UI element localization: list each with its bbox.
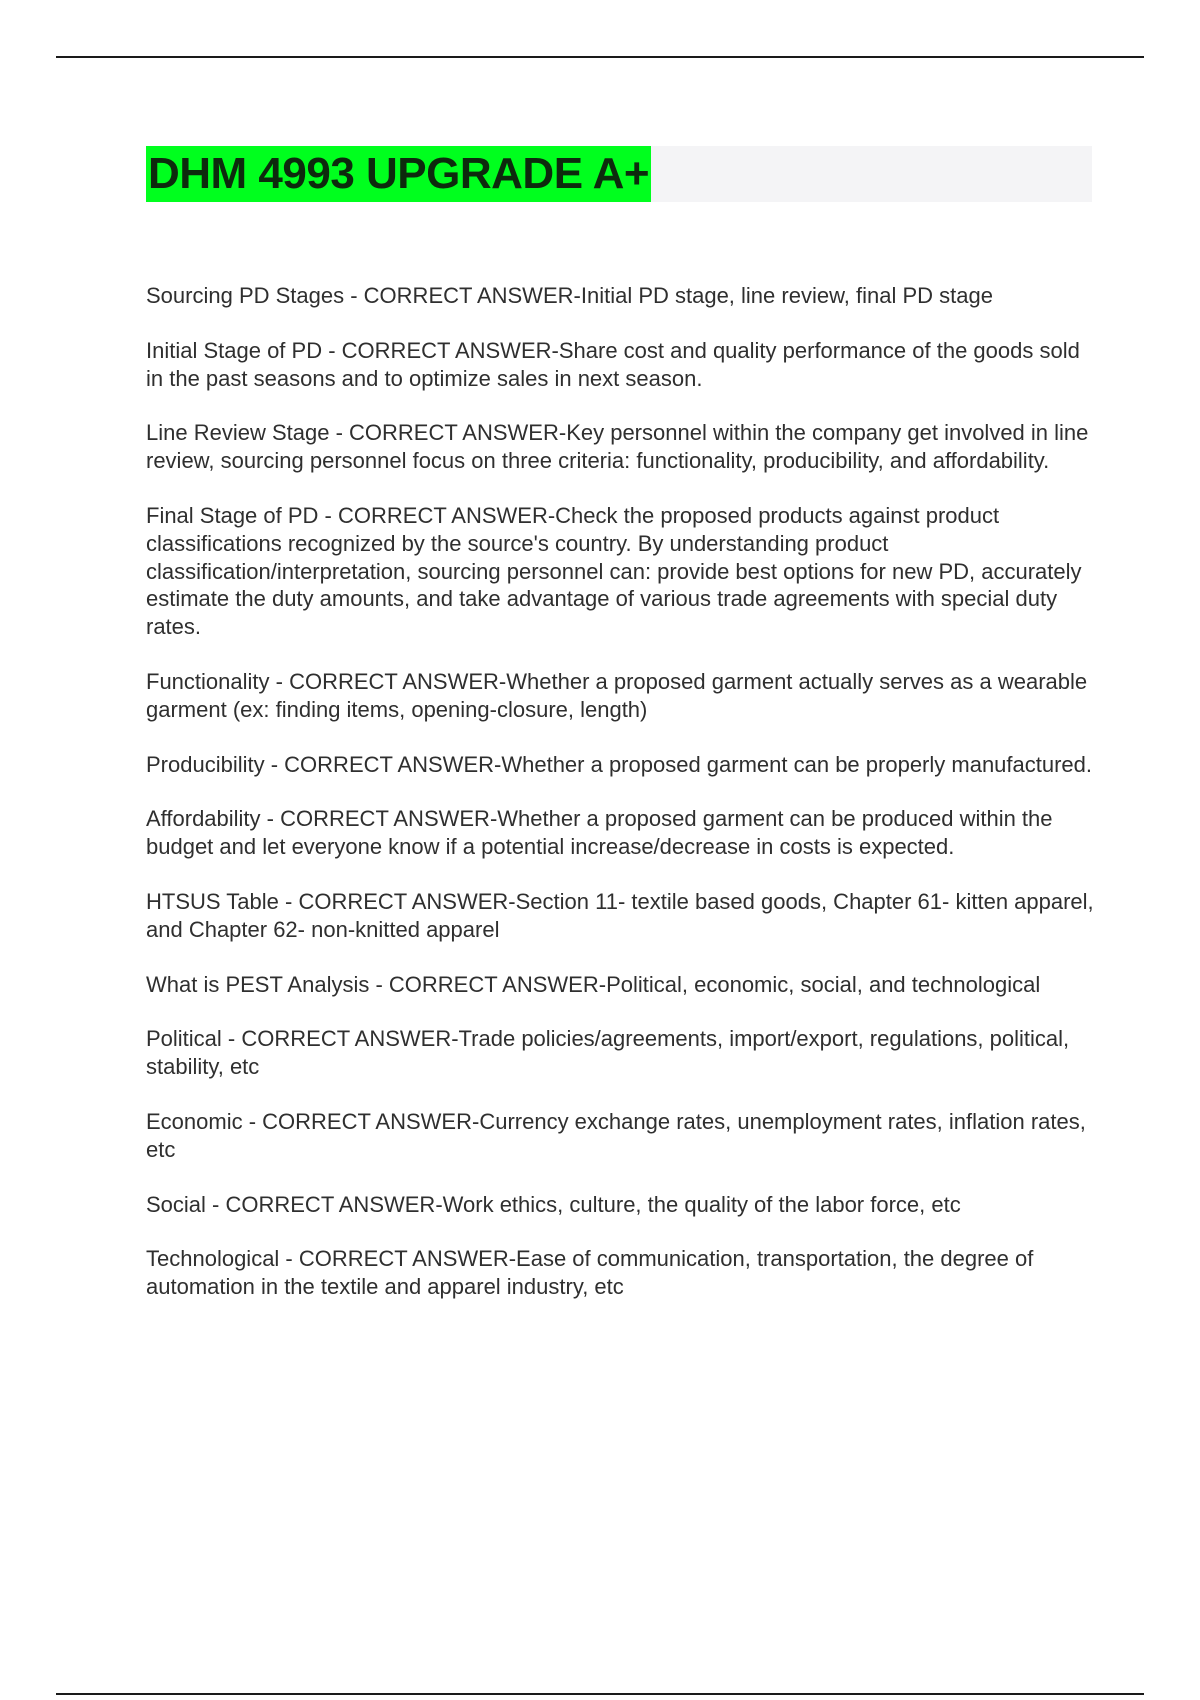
- qa-answer: Key personnel within the company get involved in line review, sourcing personnel focus on three criteria: functionality, producibility, and affordability.: [146, 420, 1089, 474]
- qa-answer-marker: CORRECT ANSWER-: [298, 888, 516, 914]
- qa-answer: Whether a proposed garment can be properly manufactured.: [501, 751, 1093, 777]
- bottom-divider: [56, 1693, 1144, 1695]
- qa-separator: -: [242, 1108, 263, 1134]
- qa-list: [146, 282, 1096, 1328]
- qa-answer: Check the proposed products against product classifications recognized by the source's country. By understanding product classification/interpretation, sourcing personnel can: provide best options for new PD, accurately estimate the duty amounts, and take advantage of various trade agreements with special duty rates.: [146, 502, 1082, 640]
- qa-term: Line Review Stage: [146, 420, 330, 446]
- qa-answer: Work ethics, culture, the quality of the labor force, etc: [442, 1191, 961, 1217]
- qa-entry: [146, 337, 1096, 393]
- qa-entry: [146, 888, 1096, 944]
- qa-separator: -: [318, 502, 338, 528]
- qa-entry: [146, 419, 1096, 475]
- qa-entry: [146, 1191, 1096, 1219]
- qa-answer: Ease of communication, transportation, the degree of automation in the textile and apparel industry, etc: [146, 1246, 1034, 1300]
- qa-term: Final Stage of PD: [146, 502, 319, 528]
- qa-term: What is PEST Analysis: [146, 971, 370, 997]
- qa-answer-marker: CORRECT ANSWER-: [280, 806, 498, 832]
- qa-answer-marker: CORRECT ANSWER-: [341, 337, 559, 363]
- qa-answer-marker: CORRECT ANSWER-: [225, 1191, 443, 1217]
- qa-term: Sourcing PD Stages: [146, 283, 345, 308]
- qa-separator: -: [264, 751, 285, 777]
- qa-term: Social: [146, 1191, 206, 1217]
- qa-separator: -: [260, 806, 281, 832]
- qa-answer: Trade policies/agreements, import/export, regulations, political, stability, etc: [146, 1026, 1070, 1080]
- qa-term: Technological: [146, 1246, 280, 1272]
- qa-separator: -: [369, 971, 389, 997]
- qa-separator: -: [329, 420, 350, 446]
- qa-answer: Whether a proposed garment can be produced within the budget and let everyone know if a potential increase/decrease in costs is expected.: [146, 806, 1053, 860]
- top-divider: [56, 56, 1144, 58]
- qa-entry: [146, 668, 1096, 724]
- qa-separator: -: [279, 1246, 299, 1272]
- qa-term: Political: [146, 1026, 222, 1052]
- qa-answer: Initial PD stage, line review, final PD stage: [580, 283, 993, 308]
- qa-entry: [146, 1108, 1096, 1164]
- qa-term: Functionality: [146, 668, 270, 694]
- qa-answer-marker: CORRECT ANSWER-: [284, 751, 502, 777]
- qa-separator: -: [221, 1026, 242, 1052]
- qa-entry: [146, 751, 1096, 779]
- qa-answer-marker: CORRECT ANSWER-: [349, 420, 567, 446]
- qa-separator: -: [344, 283, 364, 308]
- qa-answer-marker: CORRECT ANSWER-: [298, 1246, 517, 1272]
- qa-separator: -: [322, 337, 342, 363]
- qa-entry: [146, 502, 1096, 641]
- qa-answer-marker: CORRECT ANSWER-: [388, 971, 607, 997]
- document-title: DHM 4993 UPGRADE A+: [146, 146, 651, 202]
- qa-answer-marker: CORRECT ANSWER-: [262, 1108, 480, 1134]
- qa-answer: Whether a proposed garment actually serves as a wearable garment (ex: finding items, opening-closure, length): [146, 668, 1088, 722]
- qa-answer-marker: CORRECT ANSWER-: [363, 283, 581, 308]
- qa-answer: Political, economic, social, and technological: [606, 971, 1041, 997]
- qa-term: Economic: [146, 1108, 243, 1134]
- qa-separator: -: [278, 888, 299, 914]
- qa-term: Affordability: [146, 806, 261, 832]
- qa-entry: [146, 971, 1096, 999]
- qa-term: HTSUS Table: [146, 888, 279, 914]
- qa-entry: [146, 282, 1096, 310]
- qa-answer-marker: CORRECT ANSWER-: [338, 502, 556, 528]
- qa-entry: [146, 1245, 1096, 1301]
- qa-entry: [146, 1025, 1096, 1081]
- qa-term: Initial Stage of PD: [146, 337, 323, 363]
- qa-entry: [146, 805, 1096, 861]
- qa-answer: Share cost and quality performance of the goods sold in the past seasons and to optimize sales in next season.: [146, 337, 1080, 391]
- qa-answer-marker: CORRECT ANSWER-: [241, 1026, 459, 1052]
- qa-answer: Section 11- textile based goods, Chapter 61- kitten apparel, and Chapter 62- non-knitted apparel: [146, 888, 1094, 942]
- qa-answer-marker: CORRECT ANSWER-: [289, 668, 507, 694]
- qa-answer: Currency exchange rates, unemployment rates, inflation rates, etc: [146, 1108, 1086, 1162]
- qa-separator: -: [269, 668, 290, 694]
- qa-separator: -: [205, 1191, 226, 1217]
- qa-term: Producibility: [146, 751, 265, 777]
